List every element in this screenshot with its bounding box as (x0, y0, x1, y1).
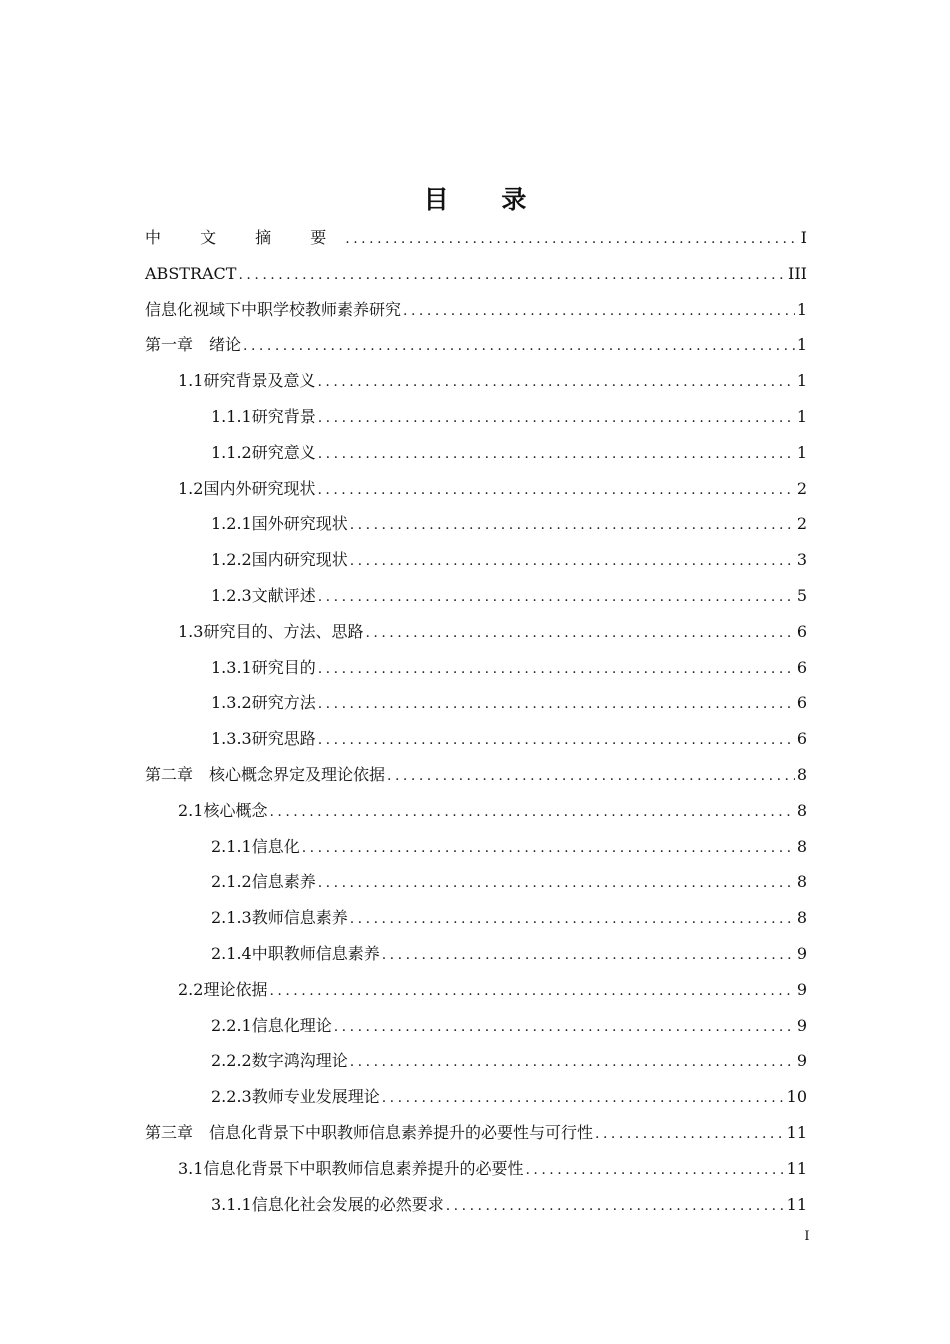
toc-entry[interactable] (145, 936, 807, 972)
toc-entry-label: 信息化视域下中职学校教师素养研究 (145, 299, 402, 319)
toc-leader-dots (446, 1189, 785, 1225)
toc-leader-dots (317, 365, 794, 401)
toc-entry[interactable] (145, 435, 807, 471)
toc-entry-label: 1.2国内外研究现状 (178, 478, 316, 498)
toc-leader-dots (269, 795, 794, 831)
toc-leader-dots (350, 1045, 795, 1081)
toc-entry[interactable] (145, 650, 807, 686)
toc-entry[interactable] (145, 1151, 807, 1187)
table-of-contents (145, 220, 807, 1222)
toc-entry-page: 3 (796, 550, 807, 570)
toc-leader-dots (318, 687, 795, 723)
toc-entry-label: 2.1核心概念 (178, 800, 268, 820)
toc-entry-label: 第二章 核心概念界定及理论依据 (145, 764, 386, 784)
toc-leader-dots (334, 1010, 795, 1046)
toc-leader-dots (317, 473, 794, 509)
toc-leader-dots (403, 294, 795, 330)
toc-leader-dots (387, 759, 795, 795)
toc-entry[interactable] (145, 542, 807, 578)
toc-entry-page: III (788, 263, 807, 283)
toc-entry-label: 1.1研究背景及意义 (178, 371, 316, 391)
toc-leader-dots (350, 902, 795, 938)
toc-entry-page: 8 (796, 800, 807, 820)
toc-entry[interactable] (145, 614, 807, 650)
toc-entry[interactable] (145, 721, 807, 757)
toc-entry[interactable] (145, 363, 807, 399)
toc-leader-dots (525, 1153, 784, 1189)
toc-leader-dots (318, 652, 795, 688)
toc-leader-dots (243, 329, 795, 365)
toc-entry[interactable] (145, 1079, 807, 1115)
toc-leader-dots (382, 938, 795, 974)
toc-title: 目 录 (423, 185, 549, 214)
toc-entry-label: ABSTRACT (145, 263, 237, 283)
toc-entry-page: 9 (796, 1015, 807, 1035)
toc-entry-page: 1 (796, 442, 807, 462)
toc-entry-label: 1.3.3研究思路 (211, 729, 316, 749)
toc-leader-dots (318, 437, 795, 473)
toc-entry-page: 10 (786, 1087, 807, 1107)
toc-entry-page: I (800, 228, 807, 247)
toc-entry[interactable] (145, 1115, 807, 1151)
toc-leader-dots (269, 974, 794, 1010)
toc-entry-label: 3.1信息化背景下中职教师信息素养提升的必要性 (178, 1158, 524, 1178)
toc-entry-label: 1.1.1研究背景 (211, 406, 316, 426)
toc-leader-dots (318, 401, 795, 437)
toc-entry-page: 2 (796, 478, 807, 498)
toc-entry-page: 6 (796, 621, 807, 641)
toc-leader-dots (238, 258, 786, 294)
toc-entry-label: 1.2.2国内研究现状 (211, 550, 348, 570)
toc-leader-dots (350, 544, 795, 580)
toc-entry-page: 6 (796, 729, 807, 749)
toc-entry[interactable] (145, 829, 807, 865)
toc-entry-label: 2.2理论依据 (178, 979, 268, 999)
toc-leader-dots (302, 831, 795, 867)
toc-entry[interactable] (145, 864, 807, 900)
toc-entry-label: 1.2.3文献评述 (211, 585, 316, 605)
toc-leader-dots (382, 1081, 785, 1117)
toc-entry-page: 11 (786, 1158, 807, 1178)
toc-leader-dots (345, 222, 798, 258)
toc-entry[interactable] (145, 900, 807, 936)
toc-entry-label: 3.1.1信息化社会发展的必然要求 (211, 1194, 444, 1214)
toc-entry-page: 9 (796, 1051, 807, 1071)
toc-entry-label: 2.2.1信息化理论 (211, 1015, 332, 1035)
toc-entry[interactable] (145, 471, 807, 507)
toc-entry[interactable] (145, 1187, 807, 1223)
toc-entry-label: 2.2.3教师专业发展理论 (211, 1087, 380, 1107)
toc-entry-page: 6 (796, 657, 807, 677)
toc-entry[interactable] (145, 757, 807, 793)
toc-leader-dots (318, 723, 795, 759)
toc-leader-dots (595, 1117, 785, 1153)
toc-entry-label: 2.1.3教师信息素养 (211, 908, 348, 928)
toc-entry-page: 8 (796, 764, 807, 784)
toc-entry[interactable] (145, 256, 807, 292)
toc-entry-label: 1.3.1研究目的 (211, 657, 316, 677)
toc-entry[interactable] (145, 399, 807, 435)
toc-entry-page: 9 (796, 979, 807, 999)
toc-entry-page: 2 (796, 514, 807, 534)
toc-entry[interactable] (145, 578, 807, 614)
toc-entry-page: 9 (796, 943, 807, 963)
toc-entry[interactable] (145, 685, 807, 721)
toc-entry-page: 11 (786, 1122, 807, 1142)
toc-entry-label: 第三章 信息化背景下中职教师信息素养提升的必要性与可行性 (145, 1122, 594, 1142)
toc-entry-page: 8 (796, 872, 807, 892)
toc-entry-page: 8 (796, 908, 807, 928)
toc-entry-page: 1 (796, 335, 807, 355)
toc-entry-label: 1.3.2研究方法 (211, 693, 316, 713)
toc-entry-page: 1 (796, 371, 807, 391)
toc-entry[interactable] (145, 220, 807, 256)
toc-entry-label: 2.2.2数字鸿沟理论 (211, 1051, 348, 1071)
toc-entry[interactable] (145, 292, 807, 328)
toc-entry-label: 第一章 绪论 (145, 335, 242, 355)
page-number: I (804, 1229, 810, 1244)
toc-entry-page: 1 (796, 299, 807, 319)
toc-entry-page: 1 (796, 406, 807, 426)
toc-entry-label: 1.2.1国外研究现状 (211, 514, 348, 534)
toc-leader-dots (350, 508, 795, 544)
toc-entry[interactable] (145, 1043, 807, 1079)
toc-entry[interactable] (145, 793, 807, 829)
toc-entry-page: 11 (786, 1194, 807, 1214)
toc-entry-label: 2.1.1信息化 (211, 836, 300, 856)
toc-entry-label: 2.1.4中职教师信息素养 (211, 943, 380, 963)
toc-entry[interactable] (145, 506, 807, 542)
toc-entry[interactable] (145, 327, 807, 363)
toc-leader-dots (318, 580, 795, 616)
toc-entry-page: 8 (796, 836, 807, 856)
toc-entry[interactable] (145, 972, 807, 1008)
toc-entry-page: 6 (796, 693, 807, 713)
toc-entry[interactable] (145, 1008, 807, 1044)
toc-entry-label: 1.1.2研究意义 (211, 442, 316, 462)
toc-entry-label: 2.1.2信息素养 (211, 872, 316, 892)
toc-entry-label: 1.3研究目的、方法、思路 (178, 621, 364, 641)
toc-entry-page: 5 (796, 585, 807, 605)
toc-leader-dots (318, 866, 795, 902)
toc-entry-label: 中 文 摘 要 (145, 228, 344, 247)
toc-leader-dots (365, 616, 794, 652)
